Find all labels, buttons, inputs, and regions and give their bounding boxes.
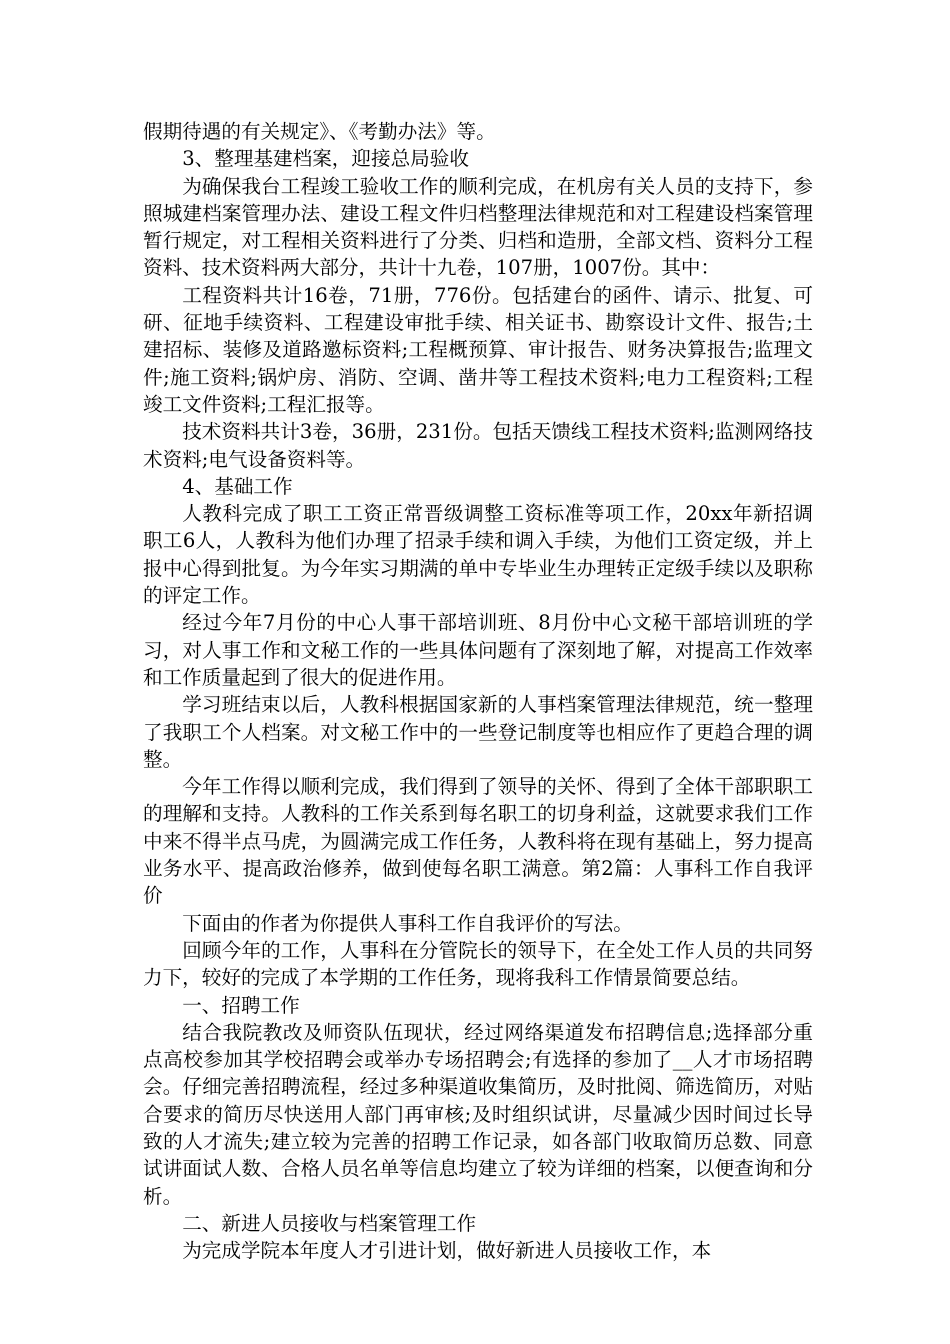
paragraph-review: 回顾今年的工作，人事科在分管院长的领导下，在全处工作人员的共同努力下，较好的完成了本学期的工作任务，现将我科工作情景简要总结。 (143, 938, 813, 990)
paragraph-year-summary: 今年工作得以顺利完成，我们得到了领导的关怀、得到了全体干部职职工的理解和支持。人教科的工作关系到每名职工的切身利益，这就要求我们工作中来不得半点马虎，为圆满完成工作任务，人教科将在现有基础上，努力提高业务水平、提高政治修养，做到使每名职工满意。第2篇：人事科工作自我评价 (143, 775, 813, 908)
document-body (143, 118, 813, 1264)
paragraph-recruitment: 结合我院教改及师资队伍现状，经过网络渠道发布招聘信息;选择部分重点高校参加其学校招聘会或举办专场招聘会;有选择的参加了__人才市场招聘会。仔细完善招聘流程，经过多种渠道收集简历，及时批阅、筛选简历，对贴合要求的简历尽快送用人部门再审核;及时组织试讲，尽量减少因时间过长导致的人才流失;建立较为完善的招聘工作记录，如各部门收取简历总数、同意试讲面试人数、合格人员名单等信息均建立了较为详细的档案，以便查询和分析。 (143, 1020, 813, 1208)
paragraph-engineering-materials: 工程资料共计16卷，71册，776份。包括建台的函件、请示、批复、可研、征地手续资料、工程建设审批手续、相关证书、勘察设计文件、报告;土建招标、装修及道路邀标资料;工程概预算、审计报告、财务决算报告;监理文件;施工资料;锅炉房、消防、空调、凿井等工程技术资料;电力工程资料;工程竣工文件资料;工程汇报等。 (143, 283, 813, 416)
paragraph-training: 经过今年7月份的中心人事干部培训班、8月份中心文秘干部培训班的学习，对人事工作和文秘工作的一些具体问题有了深刻地了解，对提高工作效率和工作质量起到了很大的促进作用。 (143, 611, 813, 689)
heading-3-archive: 3、整理基建档案，迎接总局验收 (182, 147, 469, 171)
paragraph-salary-work: 人教科完成了职工工资正常晋级调整工资标准等项工作，20xx年新招调职工6人，人教科为他们办理了招录手续和调入手续，为他们工资定级，并上报中心得到批复。为今年实习期满的单中专毕业生办理转正定级手续以及职称的评定工作。 (143, 502, 813, 608)
paragraph-technical-materials: 技术资料共计3卷，36册，231份。包括天馈线工程技术资料;监测网络技术资料;电气设备资料等。 (143, 420, 813, 471)
paragraph-archive-summary: 为确保我台工程竣工验收工作的顺利完成，在机房有关人员的支持下，参照城建档案管理办法、建设工程文件归档整理法律规范和对工程建设档案管理暂行规定，对工程相关资料进行了分类、归档和造册，全部文档、资料分工程资料、技术资料两大部分，共计十九卷，107册，1007份。其中： (143, 174, 813, 280)
heading-recruitment: 一、招聘工作 (182, 993, 300, 1017)
paragraph-personnel-files: 学习班结束以后，人教科根据国家新的人事档案管理法律规范，统一整理了我职工个人档案。对文秘工作中的一些登记制度等也相应作了更趋合理的调整。 (143, 693, 813, 771)
heading-4-basic-work: 4、基础工作 (182, 474, 293, 498)
paragraph-1: 假期待遇的有关规定》、《考勤办法》等。 (143, 120, 496, 143)
paragraph-new-staff: 为完成学院本年度人才引进计划，做好新进人员接收工作，本 (182, 1239, 712, 1263)
paragraph-intro: 下面由的作者为你提供人事科工作自我评价的写法。 (182, 911, 633, 935)
heading-new-staff: 二、新进人员接收与档案管理工作 (182, 1211, 477, 1235)
